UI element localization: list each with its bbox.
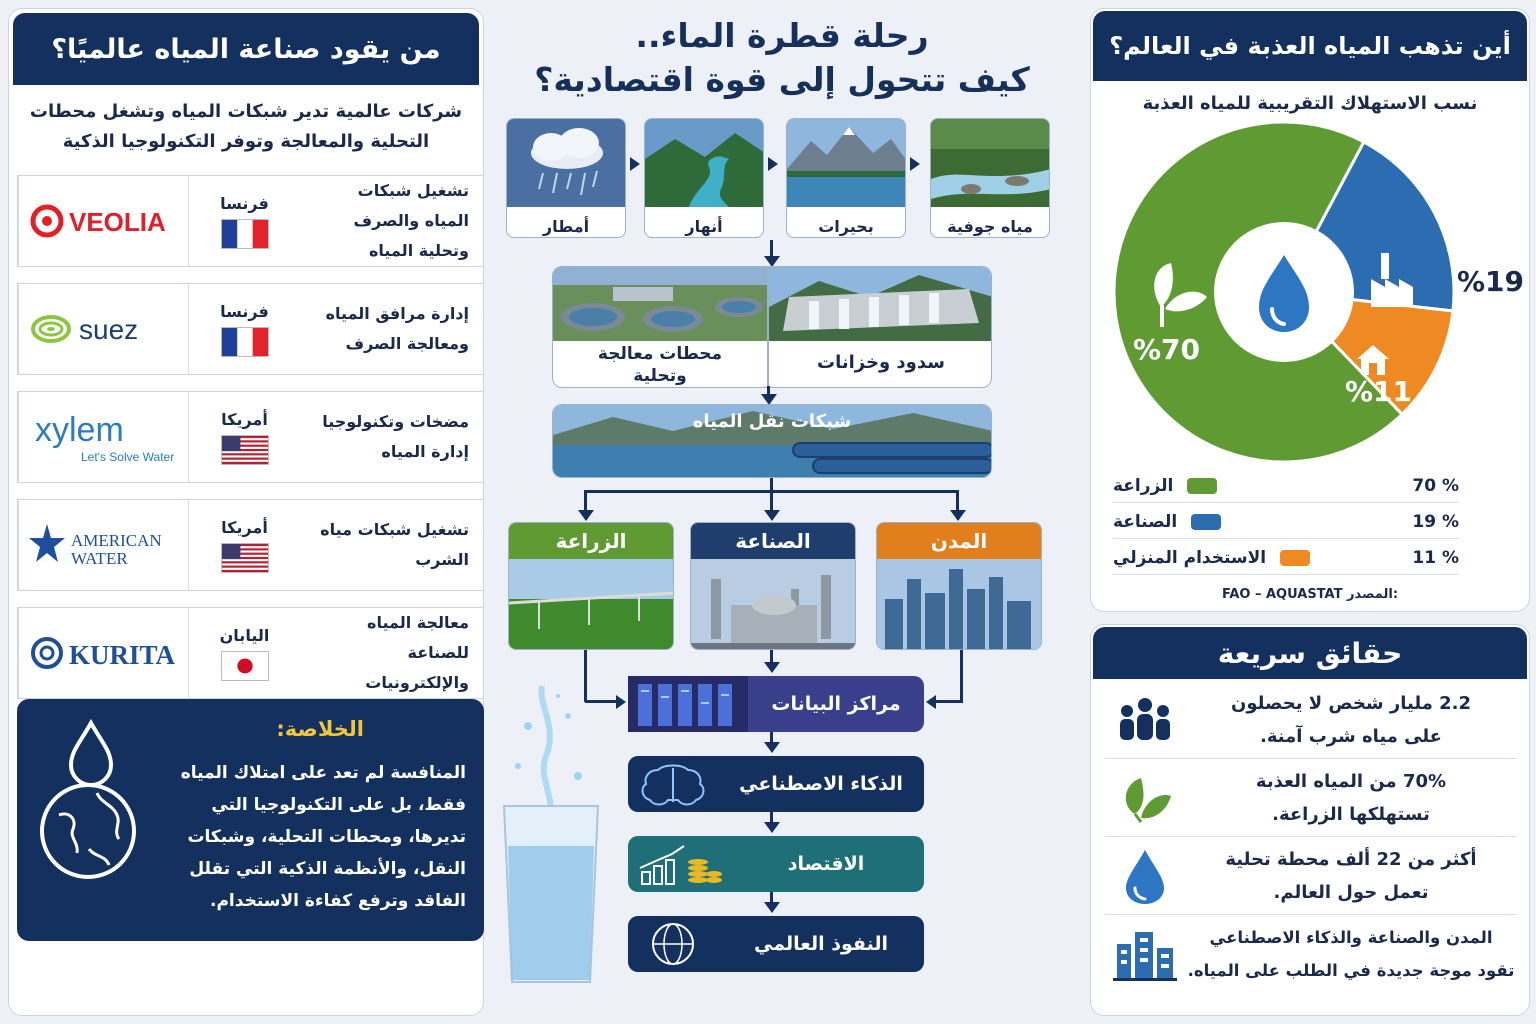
- arrow-icon: [764, 822, 780, 833]
- source-label: المصدر:: [1347, 587, 1399, 602]
- company-desc: معالجة المياه للصناعة والإلكترونيات: [365, 613, 469, 692]
- stage-ai: [628, 756, 924, 812]
- stage-label: مراكز البيانات: [771, 693, 901, 715]
- arrow-icon: [764, 662, 780, 673]
- transport-label: شبكات نقل المياه: [692, 411, 852, 432]
- stage-label: الذكاء الاصطناعي: [739, 773, 903, 795]
- veolia-logo: [18, 176, 188, 266]
- country-name: فرنسا: [220, 301, 269, 321]
- fact-line: 2.2 مليار شخص لا يحصلون: [1230, 692, 1471, 714]
- factory-scene: [691, 559, 856, 650]
- treatment-dams-box: [552, 266, 992, 388]
- dams-label: سدود وخزانات: [817, 352, 945, 373]
- source-card-rivers: [644, 118, 764, 238]
- stage-label: الاقتصاد: [787, 853, 865, 875]
- flow-line: [956, 490, 959, 512]
- source-card-groundwater: [930, 118, 1050, 238]
- usa-flag-icon: [221, 435, 269, 465]
- journey-section: [492, 0, 1072, 1024]
- city-scene: [877, 559, 1042, 650]
- sector-label: الصناعة: [691, 523, 855, 559]
- legend-row-agriculture: [1113, 469, 1459, 503]
- legend-swatch: [1280, 550, 1310, 566]
- kurita-logo: [18, 608, 188, 698]
- fact-line: تعمل حول العالم.: [1273, 881, 1429, 903]
- companies-panel: [8, 8, 484, 1016]
- dam-scene: [769, 267, 992, 341]
- source-note: [1111, 587, 1509, 602]
- brain-icon: [628, 756, 718, 812]
- svg-text:AMERICAN: AMERICAN: [70, 531, 162, 550]
- consumption-pie-chart: [1109, 117, 1459, 467]
- company-row-american-water: [17, 499, 484, 591]
- journey-title-line2: كيف تتحول إلى قوة اقتصادية؟: [534, 60, 1030, 99]
- flow-line: [584, 490, 587, 512]
- source-card-lakes: [786, 118, 906, 238]
- suez-logo: [18, 284, 188, 374]
- arrow-icon: [910, 157, 920, 171]
- pie-label-industry: %19: [1457, 265, 1525, 298]
- facts-panel: [1090, 624, 1530, 1016]
- legend-swatch: [1191, 514, 1221, 530]
- stage-global-influence: [628, 916, 924, 972]
- companies-title: من يقود صناعة المياه عالميًا؟: [13, 13, 479, 85]
- company-desc: إدارة مرافق المياه ومعالجة الصرف: [325, 304, 469, 353]
- legend-row-domestic: [1113, 541, 1459, 575]
- svg-text:suez: suez: [78, 314, 138, 345]
- source-label: بحيرات: [818, 217, 874, 236]
- fact-item: [1105, 681, 1517, 759]
- france-flag-icon: [221, 219, 269, 249]
- fact-line: على مياه شرب آمنة.: [1260, 725, 1442, 747]
- treatment-label: محطات معالجة وتحلية: [597, 344, 723, 386]
- svg-text:KURITA: KURITA: [68, 640, 175, 670]
- sector-label: المدن: [877, 523, 1041, 559]
- arrow-icon: [764, 510, 780, 521]
- journey-title-line1: رحلة قطرة الماء..: [635, 16, 929, 55]
- sector-label: الزراعة: [509, 523, 673, 559]
- fact-line: المدن والصناعة والذكاء الاصطناعي: [1209, 928, 1493, 947]
- company-row-kurita: [17, 607, 484, 699]
- company-desc: مضخات وتكنولوجيا إدارة المياه: [322, 412, 469, 461]
- source-label: أمطار: [542, 217, 590, 236]
- arrow-icon: [764, 742, 780, 753]
- sector-cities: [876, 522, 1042, 650]
- legend-value: 11 %: [1412, 547, 1459, 568]
- sector-industry: [690, 522, 856, 650]
- france-flag-icon: [221, 327, 269, 357]
- flow-line: [770, 490, 773, 512]
- summary-title: الخلاصة:: [276, 717, 364, 741]
- fact-line: أكثر من 22 ألف محطة تحلية: [1225, 848, 1477, 870]
- country-name: أمريكا: [221, 517, 268, 537]
- growth-chart-icon: [628, 836, 728, 892]
- water-glass-icon: [498, 676, 606, 996]
- company-row-xylem: [17, 391, 484, 483]
- pie-label-domestic: %11: [1345, 375, 1413, 408]
- consumption-title: أين تذهب المياه العذبة في العالم؟: [1093, 11, 1527, 81]
- fact-line: 70% من المياه العذبة: [1255, 770, 1447, 792]
- lake-scene: [787, 119, 906, 207]
- legend-label: الاستخدام المنزلي: [1113, 547, 1267, 568]
- company-desc: تشغيل شبكات مياه الشرب: [320, 520, 469, 569]
- journey-title: [532, 14, 1032, 102]
- river-scene: [645, 119, 764, 207]
- source-card-rain: [506, 118, 626, 238]
- legend-value: 19 %: [1412, 511, 1459, 532]
- arrow-icon: [768, 157, 778, 171]
- svg-text:WATER: WATER: [70, 549, 128, 568]
- treatment-plant-scene: [553, 267, 767, 341]
- sector-agriculture: [508, 522, 674, 650]
- stage-economy: [628, 836, 924, 892]
- pie-label-agriculture: %70: [1133, 333, 1201, 366]
- people-icon: [1115, 695, 1175, 745]
- japan-flag-icon: [221, 651, 269, 681]
- arrow-icon: [764, 902, 780, 913]
- legend-row-industry: [1113, 505, 1459, 539]
- fact-line: تقود موجة جديدة في الطلب على المياه.: [1187, 961, 1515, 980]
- leaves-icon: [1115, 770, 1175, 826]
- facts-title: حقائق سريعة: [1093, 627, 1527, 679]
- globe-drop-icon: [33, 719, 143, 879]
- consumption-panel: [1090, 8, 1530, 612]
- stage-label: النفوذ العالمي: [754, 933, 888, 955]
- flow-line: [936, 700, 963, 703]
- svg-text:VEOLIA: VEOLIA: [68, 207, 166, 237]
- svg-text:xylem: xylem: [34, 411, 124, 449]
- arrow-icon: [950, 510, 966, 521]
- country-name: أمريكا: [221, 409, 268, 429]
- american-water-logo: [18, 500, 188, 590]
- fact-line: تستهلكها الزراعة.: [1272, 803, 1430, 825]
- source-label: أنهار: [685, 217, 723, 236]
- svg-text:Let's Solve Water: Let's Solve Water: [80, 450, 174, 464]
- transport-box: [552, 404, 992, 478]
- irrigation-scene: [509, 559, 674, 650]
- arrow-icon: [926, 695, 936, 709]
- legend-label: الزراعة: [1113, 475, 1174, 496]
- arrow-icon: [616, 695, 626, 709]
- legend-label: الصناعة: [1113, 511, 1178, 532]
- groundwater-scene: [931, 119, 1050, 207]
- rain-cloud-icon: [507, 119, 626, 207]
- companies-intro: شركات عالمية تدير شبكات المياه وتشغل محطات التحلية والمعالجة وتوفر التكنولوجيا الذكية: [29, 101, 463, 152]
- source-label: مياه جوفية: [947, 217, 1033, 236]
- fact-item: [1105, 759, 1517, 837]
- flow-line: [960, 650, 963, 702]
- drop-icon: [1120, 846, 1170, 906]
- usa-flag-icon: [221, 543, 269, 573]
- company-desc: تشغيل شبكات المياه والصرف وتحلية المياه: [353, 181, 469, 260]
- source-value: FAO – AQUASTAT: [1221, 587, 1343, 602]
- arrow-icon: [578, 510, 594, 521]
- server-racks-icon: [628, 676, 748, 732]
- country-name: اليابان: [219, 625, 270, 645]
- summary-text: المنافسة لم تعد على امتلاك المياه فقط، بل على التكنولوجيا التي تديرها، ومحطات التحلية، وشبكات النقل، والأنظمة الذكية التي تقلل الفاقد وترفع كفاءة الاستخدام.: [180, 763, 466, 911]
- fact-item: [1105, 837, 1517, 915]
- country-name: فرنسا: [220, 193, 269, 213]
- legend-swatch: [1187, 478, 1217, 494]
- xylem-logo: [18, 392, 188, 482]
- company-row-suez: [17, 283, 484, 375]
- buildings-icon: [1113, 926, 1177, 982]
- stage-data-centers: [628, 676, 924, 732]
- arrow-icon: [630, 157, 640, 171]
- globe-icon: [628, 916, 718, 972]
- fact-item: [1105, 915, 1517, 993]
- legend-value: 70 %: [1412, 475, 1459, 496]
- summary-box: [17, 699, 484, 941]
- company-row-veolia: [17, 175, 484, 267]
- pie-subtitle: نسب الاستهلاك التقريبية للمياه العذبة: [1142, 93, 1478, 114]
